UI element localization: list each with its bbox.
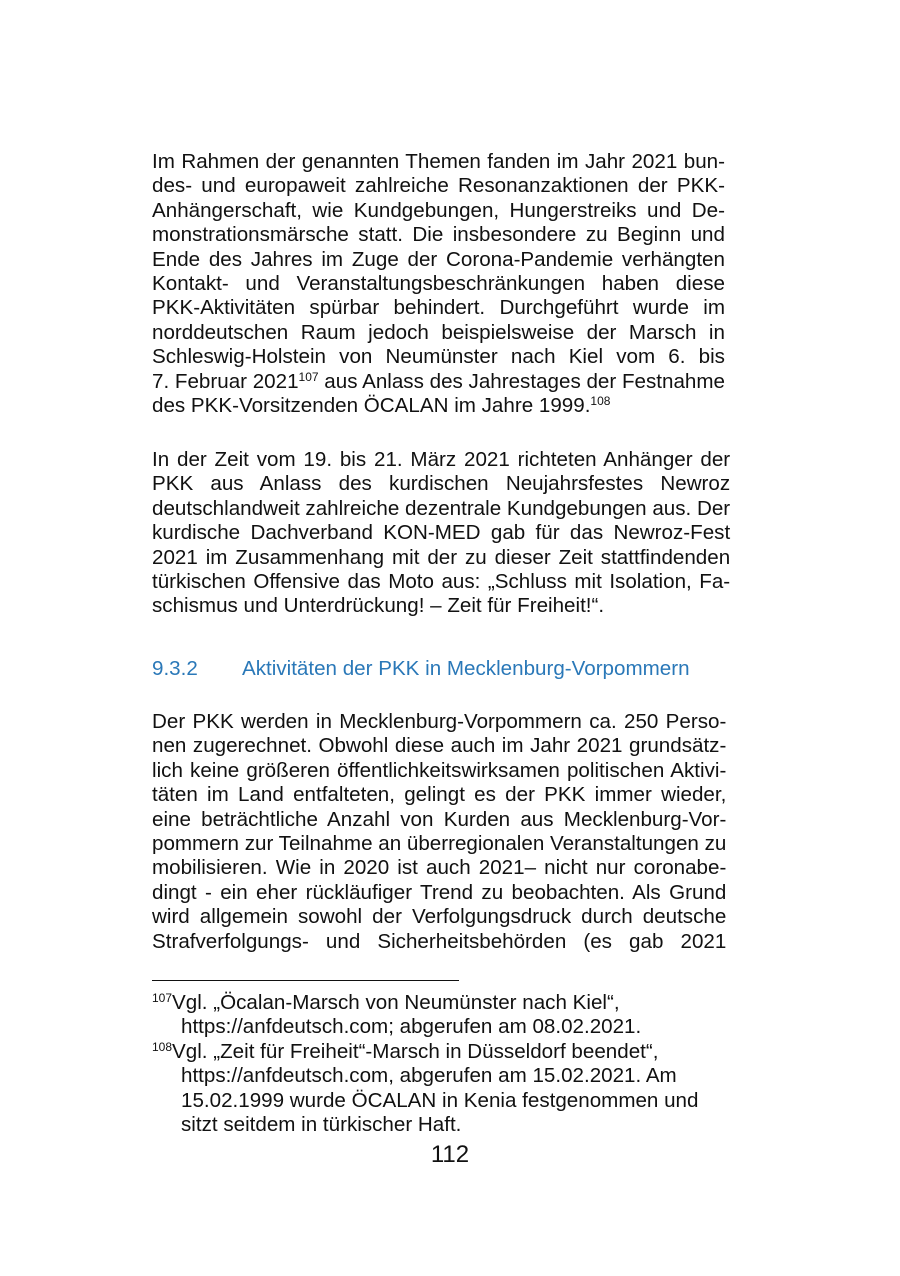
text-line: monstrationsmärsche statt. Die insbesondere zu Beginn und [152, 223, 725, 247]
text-line: norddeutschen Raum jedoch beispielsweise der Marsch in [152, 320, 725, 344]
text-line: Strafverfolgungs- und Sicherheitsbehörden (es gab 2021 [152, 929, 727, 953]
text-line: pommern zur Teilnahme an überregionalen Veranstaltungen zu [152, 832, 727, 856]
footnote-ref-107[interactable]: 107 [298, 369, 319, 384]
text-line: 2021 im Zusammenhang mit der zu dieser Zeit stattfindenden [152, 545, 731, 569]
paragraph-resonance-actions [152, 150, 725, 418]
footnote-line [152, 1040, 752, 1064]
text-line: Im Rahmen der genannten Themen fanden im Jahr 2021 bun- [152, 150, 725, 173]
text-line: dingt - ein eher rückläufiger Trend zu beobachten. Als Grund [152, 880, 727, 904]
page-number: 112 [430, 1141, 470, 1168]
paragraph-mecklenburg [152, 710, 726, 954]
text-line: Ende des Jahres im Zuge der Corona-Pandemie verhängten [152, 247, 725, 271]
section-heading [152, 656, 690, 682]
footnote-url-line[interactable]: https://anfdeutsch.com; abgerufen am 08.02.2021. [181, 1015, 642, 1039]
text-line: nen zugerechnet. Obwohl diese auch im Jahr 2021 grundsätz- [152, 734, 727, 758]
text-line: Schleswig-Holstein von Neumünster nach Kiel vom 6. bis [152, 345, 725, 369]
text-line: deutschlandweit zahlreiche dezentrale Kundgebungen aus. Der [152, 496, 731, 520]
footnote-line [152, 991, 752, 1015]
text-line: Anhängerschaft, wie Kundgebungen, Hungerstreiks und De- [152, 198, 725, 222]
footnote-text: Vgl. „Öcalan-Marsch von Neumünster nach Kiel“, [172, 991, 620, 1014]
footnotes [152, 991, 752, 1137]
text-line [152, 370, 725, 394]
text-segment: 7. Februar 2021 [152, 369, 299, 393]
footnote-text: Vgl. „Zeit für Freiheit“-Marsch in Düsseldorf beendet“, [172, 1039, 659, 1063]
footnote-108 [152, 1040, 752, 1138]
paragraph-newroz [152, 448, 730, 619]
text-line: Kontakt- und Veranstaltungsbeschränkungen haben diese [152, 272, 725, 296]
text-line: kurdische Dachverband KON-MED gab für das Newroz-Fest [152, 521, 731, 545]
footnote-url-line[interactable]: https://anfdeutsch.com, abgerufen am 15.02.2021. Am [181, 1064, 677, 1088]
text-line [152, 394, 725, 418]
text-line: mobilisieren. Wie in 2020 ist auch 2021– nicht nur coronabe- [152, 856, 727, 880]
footnote-107 [152, 991, 752, 1040]
text-line: türkischen Offensive das Moto aus: „Schluss mit Isolation, Fa- [152, 570, 731, 594]
text-line: wird allgemein sowohl der Verfolgungsdruck durch deutsche [152, 905, 727, 929]
text-line: täten im Land entfalteten, gelingt es der PKK immer wieder, [152, 783, 727, 807]
footnote-number: 107 [152, 991, 173, 1005]
footnote-line: sitzt seitdem in türkischer Haft. [181, 1113, 462, 1137]
text-line: Der PKK werden in Mecklenburg-Vorpommern ca. 250 Perso- [152, 710, 727, 733]
footnote-line: 15.02.1999 wurde ÖCALAN in Kenia festgenommen und [181, 1088, 699, 1112]
text-line: In der Zeit vom 19. bis 21. März 2021 richteten Anhänger der [152, 448, 731, 471]
footnote-ref-108[interactable]: 108 [590, 394, 611, 409]
text-line: schismus und Unterdrückung! – Zeit für Freiheit!“. [152, 594, 605, 618]
text-line: lich keine größeren öffentlichkeitswirksamen politischen Aktivi- [152, 758, 727, 782]
text-line: PKK aus Anlass des kurdischen Neujahrsfestes Newroz [152, 472, 731, 496]
section-number: 9.3.2 [152, 657, 198, 680]
footnote-separator [152, 980, 459, 981]
text-line: des- und europaweit zahlreiche Resonanzaktionen der PKK- [152, 174, 725, 198]
section-title: Aktivitäten der PKK in Mecklenburg-Vorpommern [242, 657, 690, 680]
text-line: PKK-Aktivitäten spürbar behindert. Durchgeführt wurde im [152, 296, 725, 320]
footnote-number: 108 [152, 1039, 173, 1054]
text-line: eine beträchtliche Anzahl von Kurden aus Mecklenburg-Vor- [152, 807, 727, 831]
text-segment: des PKK-Vorsitzenden ÖCALAN im Jahre 1999. [152, 394, 591, 418]
text-segment: aus Anlass des Jahrestages der Festnahme [318, 369, 725, 393]
